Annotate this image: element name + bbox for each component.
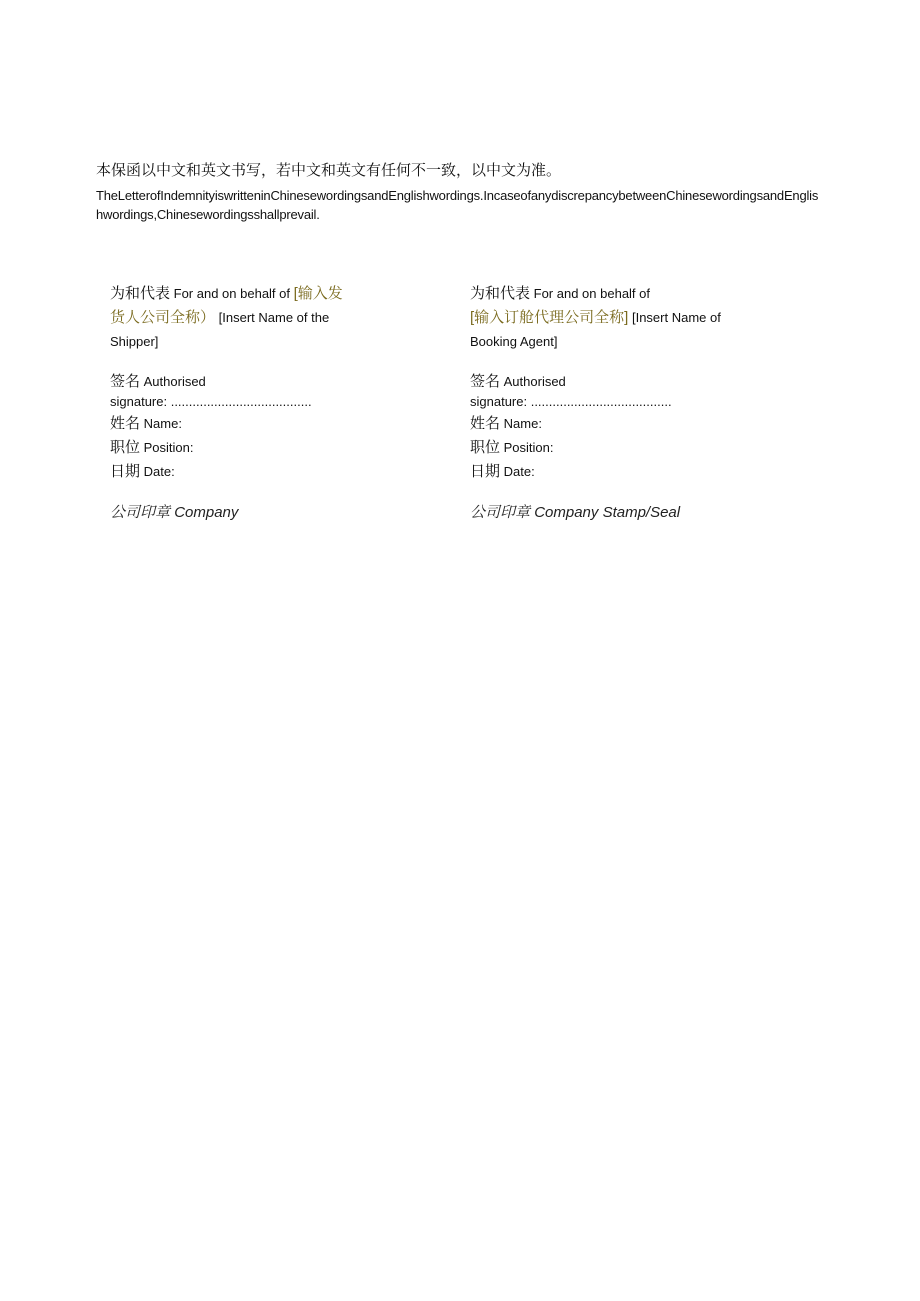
name-line: [110, 412, 350, 436]
name-label-zh: 姓名: [470, 415, 501, 432]
name-label-en: Name:: [143, 416, 182, 431]
behalf-label-zh: 为和代表: [110, 285, 171, 302]
authorised-signature-line: [110, 372, 350, 412]
name-label-zh: 姓名: [110, 415, 141, 432]
agent-name-placeholder-zh: [输入订舱代理公司全称]: [470, 309, 629, 326]
behalf-label-en: For and on behalf of: [533, 286, 650, 301]
stamp-label-en: Company: [174, 504, 239, 521]
stamp-label-en: Company: [534, 504, 599, 521]
company-stamp-label: [470, 502, 730, 530]
date-label-zh: 日期: [110, 463, 141, 480]
agent-behalf-line: [470, 282, 730, 354]
behalf-label-en: For and on behalf of: [173, 286, 290, 301]
date-line: [470, 460, 730, 484]
sign-label-zh: 签名: [470, 373, 501, 390]
position-line: [470, 436, 730, 460]
intro-english: TheLetterofIndemnityiswritteninChinesewordingsandEnglishwordings.IncaseofanydiscrepancybetweenChinesewordingsandEnglishwordings,Chinesewordingsshallprevail.: [96, 188, 819, 222]
agent-name-placeholder-en: [Insert Name of Booking Agent]: [470, 310, 721, 349]
stamp-label-en-2: Stamp/Seal: [602, 504, 681, 521]
shipper-name-placeholder-en: [Insert Name of the Shipper]: [110, 310, 330, 349]
date-label-en: Date:: [143, 464, 175, 479]
position-label-en: Position:: [143, 440, 194, 455]
stamp-label-zh: 公司印章: [470, 504, 531, 521]
signature-field: signature: .......................................: [470, 394, 672, 409]
position-label-zh: 职位: [110, 439, 141, 456]
date-line: [110, 460, 350, 484]
shipper-name-placeholder-zh: [输入发货人公司全称）: [110, 285, 343, 326]
date-label-zh: 日期: [470, 463, 501, 480]
authorised-signature-line: [470, 372, 730, 412]
signature-field: signature: .......................................: [110, 394, 312, 409]
sign-label-zh: 签名: [110, 373, 141, 390]
intro-chinese: 本保函以中文和英文书写，若中文和英文有任何不一致，以中文为准。: [96, 162, 562, 179]
position-label-zh: 职位: [470, 439, 501, 456]
shipper-behalf-line: [110, 282, 350, 354]
name-line: [470, 412, 730, 436]
sign-label-en: Authorised: [143, 374, 206, 389]
booking-agent-signature-block: [470, 282, 730, 530]
position-line: [110, 436, 350, 460]
behalf-label-zh: 为和代表: [470, 285, 531, 302]
name-label-en: Name:: [503, 416, 542, 431]
position-label-en: Position:: [503, 440, 554, 455]
stamp-label-zh: 公司印章: [110, 504, 171, 521]
date-label-en: Date:: [503, 464, 535, 479]
shipper-signature-block: [110, 282, 350, 524]
company-stamp-label: [110, 502, 350, 524]
sign-label-en: Authorised: [503, 374, 566, 389]
